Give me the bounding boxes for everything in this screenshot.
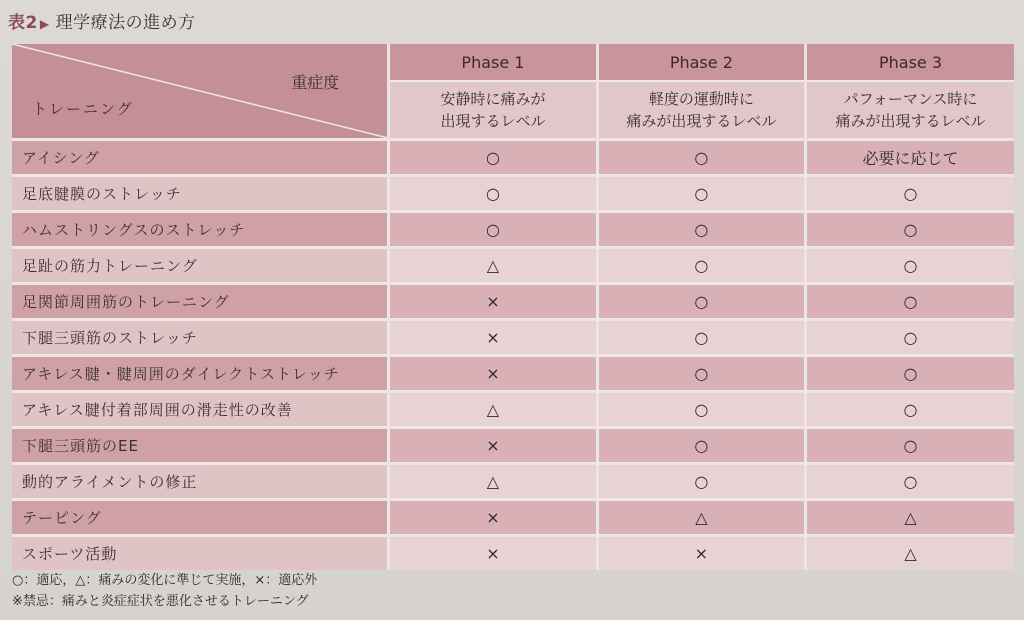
training-name: アキレス腱付着部周囲の滑走性の改善	[12, 392, 389, 428]
training-name: ハムストリングスのストレッチ	[12, 212, 389, 248]
caption-title: 理学療法の進め方	[55, 13, 196, 33]
table-row	[12, 356, 1014, 392]
phase-description-line: 痛みが出現するレベル	[626, 112, 777, 130]
phase-description-line: 痛みが出現するレベル	[835, 112, 986, 130]
phase-header: Phase 2	[597, 44, 805, 81]
phase-cell: △	[389, 248, 597, 284]
phase-cell: ○	[389, 140, 597, 176]
phase-cell: ×	[389, 428, 597, 464]
phase-cell: ○	[597, 284, 805, 320]
phase-cell: △	[389, 392, 597, 428]
phase-cell: ○	[597, 212, 805, 248]
phase-cell: ○	[597, 140, 805, 176]
physical-therapy-table	[12, 44, 1014, 570]
table-row	[12, 500, 1014, 536]
table-row	[12, 536, 1014, 571]
table-row	[12, 464, 1014, 500]
header-diagonal-cell	[12, 44, 389, 140]
header-row-phases	[12, 44, 1014, 81]
phase-cell: ○	[806, 284, 1014, 320]
phase-cell: ×	[389, 536, 597, 571]
phase-cell: ○	[806, 176, 1014, 212]
phase-cell: ○	[806, 392, 1014, 428]
legend	[12, 570, 317, 612]
phase-cell: ×	[389, 356, 597, 392]
table-caption	[8, 8, 196, 33]
table-row	[12, 176, 1014, 212]
phase-cell: ○	[806, 212, 1014, 248]
table-row	[12, 140, 1014, 176]
phase-description-line: 出現するレベル	[440, 112, 546, 130]
phase-cell: ×	[389, 320, 597, 356]
table-row	[12, 212, 1014, 248]
training-name: アイシング	[12, 140, 389, 176]
phase-cell: ○	[597, 320, 805, 356]
training-name: 足趾の筋力トレーニング	[12, 248, 389, 284]
phase-cell: ×	[597, 536, 805, 571]
training-name: 足底腱膜のストレッチ	[12, 176, 389, 212]
phase-cell: ○	[806, 320, 1014, 356]
phase-cell: △	[597, 500, 805, 536]
table-row	[12, 248, 1014, 284]
phase-cell: ○	[597, 392, 805, 428]
caption-arrow-icon: ▶	[39, 17, 50, 31]
training-label: トレーニング	[32, 100, 134, 118]
phase-cell: ○	[389, 212, 597, 248]
table-row	[12, 392, 1014, 428]
phase-cell: ○	[806, 428, 1014, 464]
training-name: 足関節周囲筋のトレーニング	[12, 284, 389, 320]
phase-description-line: 軽度の運動時に	[648, 90, 754, 108]
phase-description	[597, 81, 805, 140]
phase-cell: ○	[597, 248, 805, 284]
training-name: スポーツ活動	[12, 536, 389, 571]
phase-cell: ×	[389, 284, 597, 320]
phase-header: Phase 3	[806, 44, 1014, 81]
phase-cell: ×	[389, 500, 597, 536]
phase-description	[806, 81, 1014, 140]
phase-cell: ○	[597, 464, 805, 500]
phase-header: Phase 1	[389, 44, 597, 81]
table-row	[12, 320, 1014, 356]
phase-description	[389, 81, 597, 140]
phase-cell: △	[806, 500, 1014, 536]
training-name: 下腿三頭筋のEE	[12, 428, 389, 464]
phase-cell: ○	[389, 176, 597, 212]
phase-cell: △	[389, 464, 597, 500]
table-row	[12, 428, 1014, 464]
phase-description-line: 安静時に痛みが	[440, 90, 546, 108]
training-name: 下腿三頭筋のストレッチ	[12, 320, 389, 356]
phase-cell: ○	[806, 464, 1014, 500]
training-name: テーピング	[12, 500, 389, 536]
phase-cell: ○	[806, 356, 1014, 392]
phase-cell: ○	[597, 428, 805, 464]
caption-tag: 表2	[8, 13, 38, 33]
severity-label: 重症度	[291, 73, 340, 92]
legend-line: ※禁忌：痛みと炎症症状を悪化させるトレーニング	[12, 594, 309, 609]
phase-cell: △	[806, 536, 1014, 571]
legend-line: ○：適応，△：痛みの変化に準じて実施，×：適応外	[12, 573, 318, 588]
table-body	[12, 140, 1014, 571]
phase-description-line: パフォーマンス時に	[843, 90, 978, 108]
phase-cell: ○	[806, 248, 1014, 284]
training-name: アキレス腱・腱周囲のダイレクトストレッチ	[12, 356, 389, 392]
table-row	[12, 284, 1014, 320]
phase-cell: ○	[597, 176, 805, 212]
phase-cell: ○	[597, 356, 805, 392]
training-name: 動的アライメントの修正	[12, 464, 389, 500]
phase-cell: 必要に応じて	[806, 140, 1014, 176]
